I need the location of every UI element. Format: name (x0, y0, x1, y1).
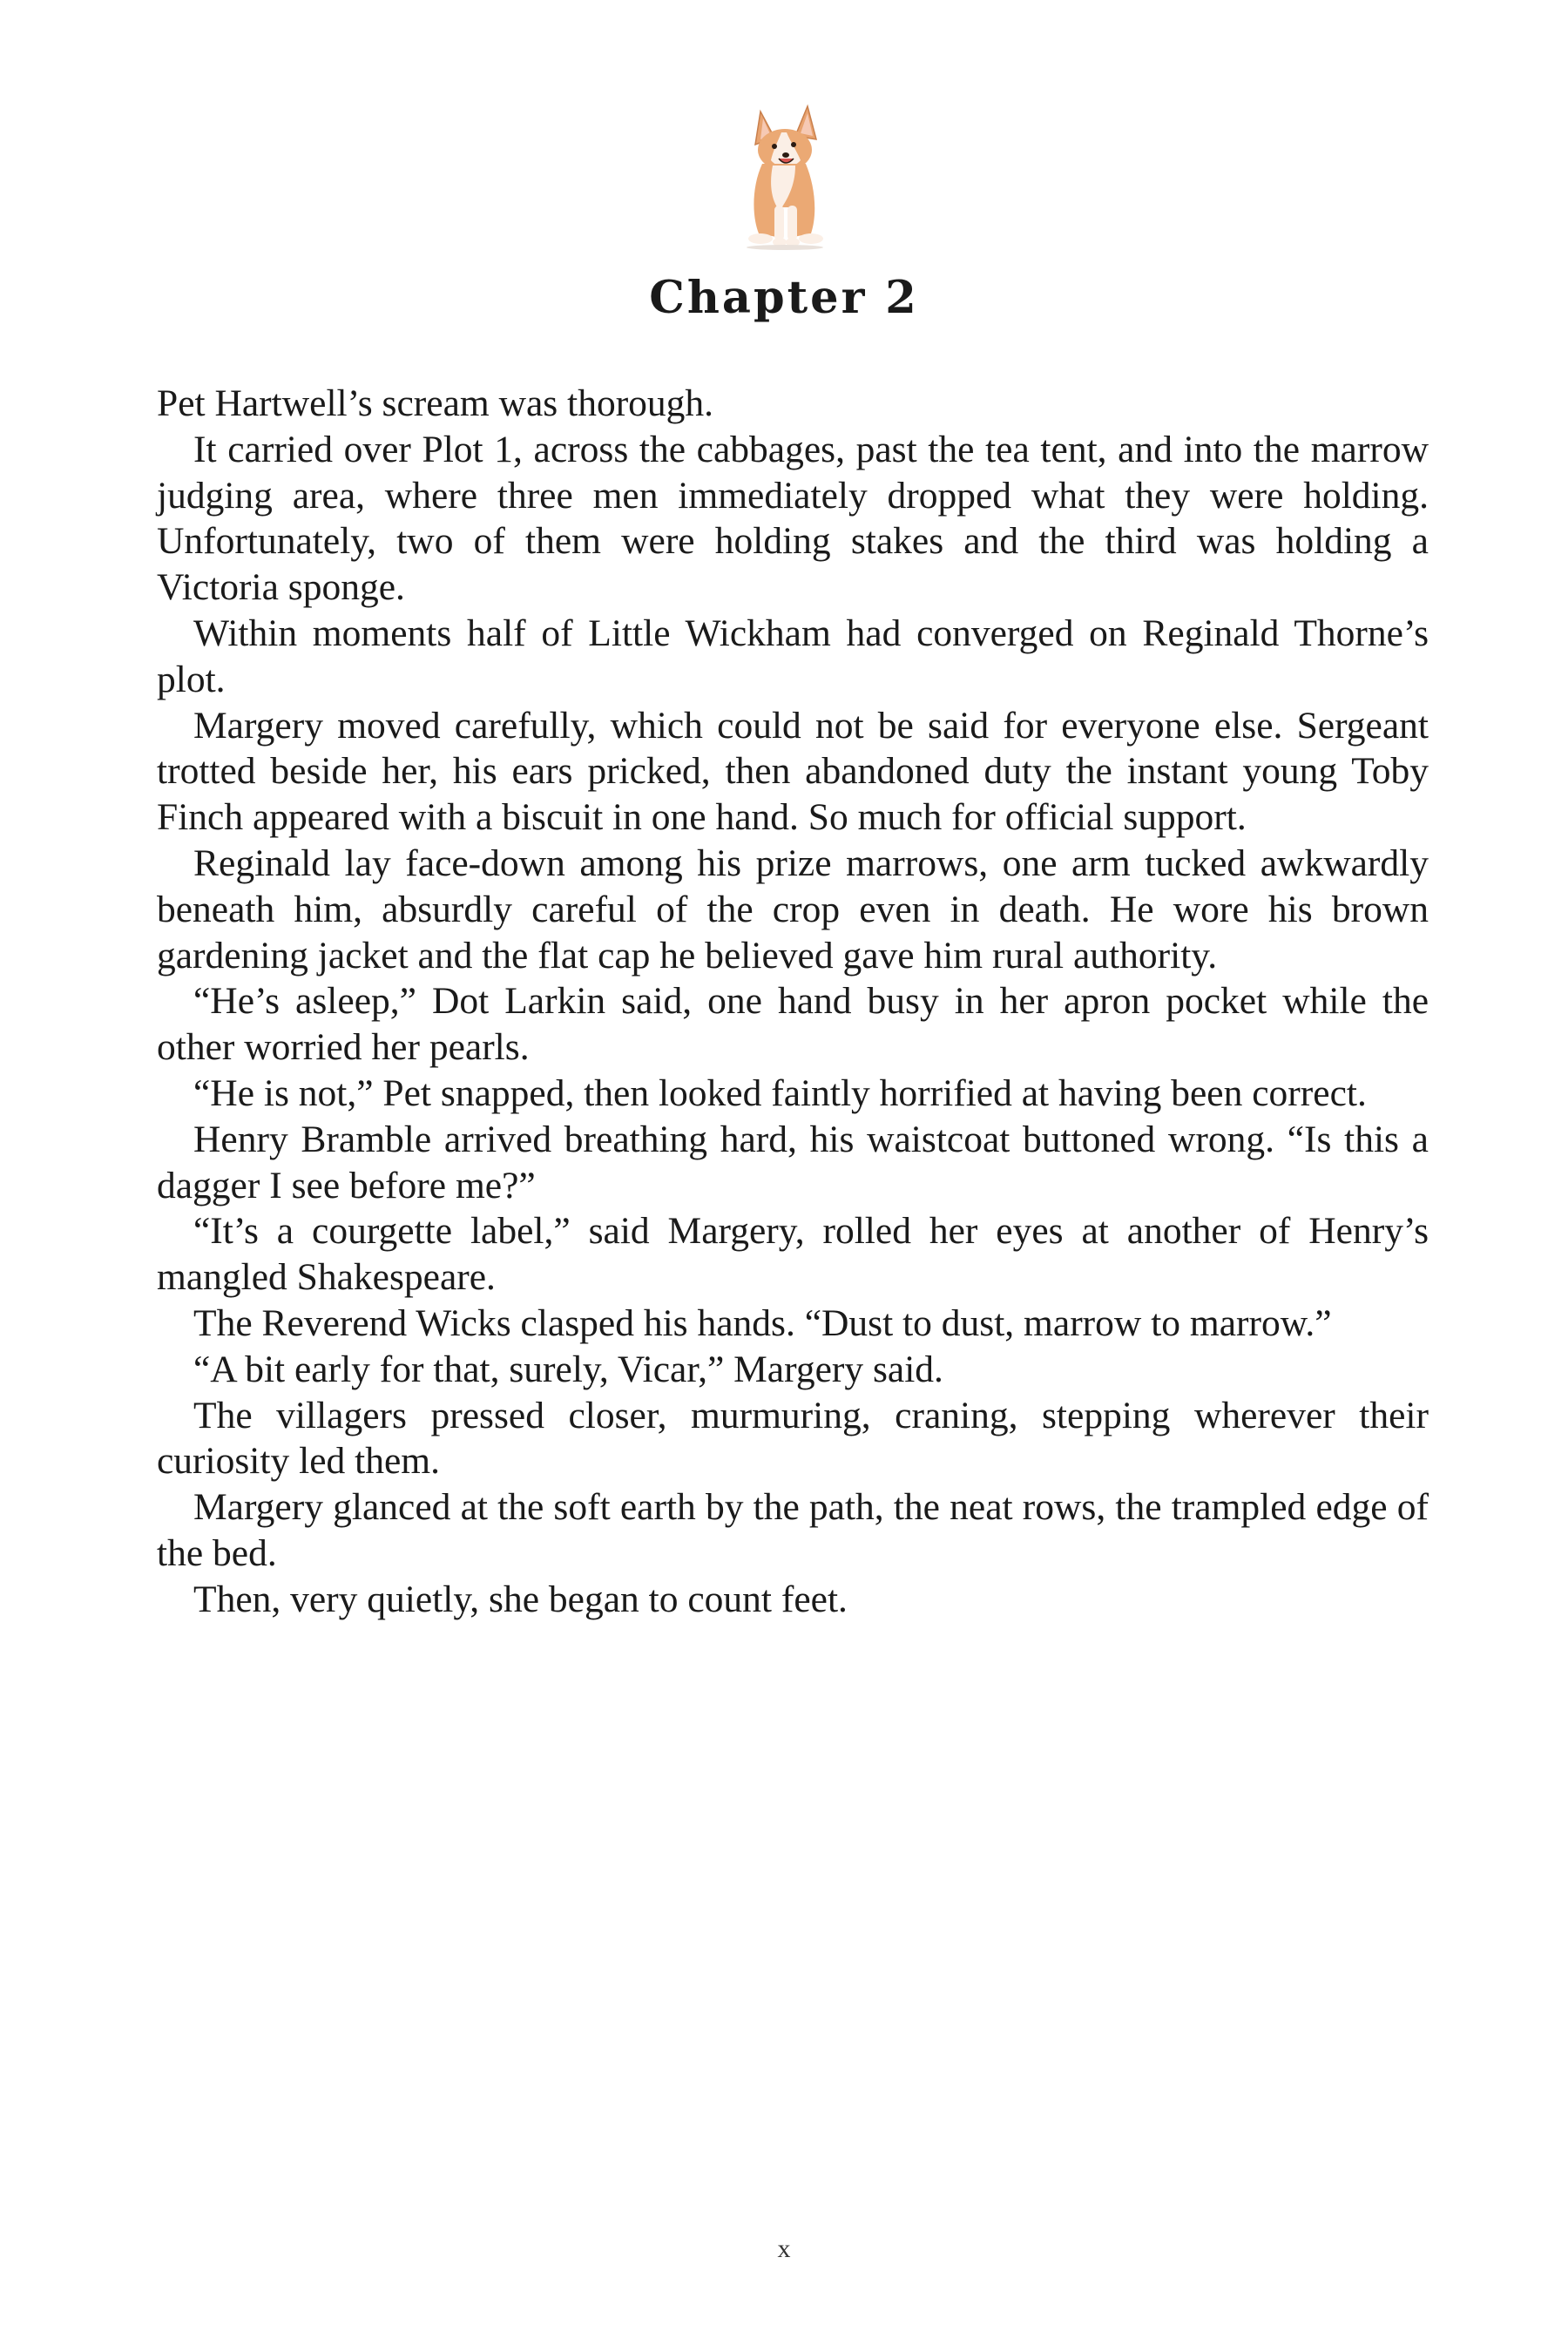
paragraph: Reginald lay face-down among his prize marrows, one arm tucked awkwardly beneath him, absurdly careful of the crop even in death. He wore his brown gardening jacket and the flat cap he believed gave him rural authority. (157, 841, 1429, 977)
page-number: x (777, 2234, 791, 2263)
paragraph: Then, very quietly, she began to count feet. (193, 1578, 848, 1620)
paragraph: “It’s a courgette label,” said Margery, rolled her eyes at another of Henry’s mangled Shakespeare. (157, 1210, 1429, 1299)
chapter-title: Chapter 2 (649, 272, 919, 324)
paragraph: Margery moved carefully, which could not be said for everyone else. Sergeant trotted beside her, his ears pricked, then abandoned duty the instant young Toby Finch appeared with a biscuit in one hand. So much for official support. (157, 704, 1429, 839)
chapter-body (157, 381, 1429, 1623)
paragraph: Margery glanced at the soft earth by the path, the neat rows, the trampled edge of the bed. (157, 1486, 1429, 1574)
paragraph: The Reverend Wicks clasped his hands. “Dust to dust, marrow to marrow.” (193, 1301, 1332, 1344)
corgi-icon (736, 103, 832, 251)
paragraph: “He’s asleep,” Dot Larkin said, one hand busy in her apron pocket while the other worried her pearls. (157, 980, 1429, 1069)
paragraph: Within moments half of Little Wickham had converged on Reginald Thorne’s plot. (157, 612, 1429, 700)
paragraph: Henry Bramble arrived breathing hard, his waistcoat buttoned wrong. “Is this a dagger I see before me?” (157, 1118, 1429, 1206)
paragraph: It carried over Plot 1, across the cabbages, past the tea tent, and into the marrow judging area, where three men immediately dropped what they were holding. Unfortunately, two of them were holding stakes and the third was holding a Victoria sponge. (157, 428, 1429, 609)
paragraph: “A bit early for that, surely, Vicar,” Margery said. (193, 1348, 943, 1390)
paragraph: Pet Hartwell’s scream was thorough. (157, 382, 714, 424)
paragraph: The villagers pressed closer, murmuring, craning, stepping wherever their curiosity led them. (157, 1394, 1429, 1483)
paragraph: “He is not,” Pet snapped, then looked faintly horrified at having been correct. (193, 1071, 1367, 1114)
